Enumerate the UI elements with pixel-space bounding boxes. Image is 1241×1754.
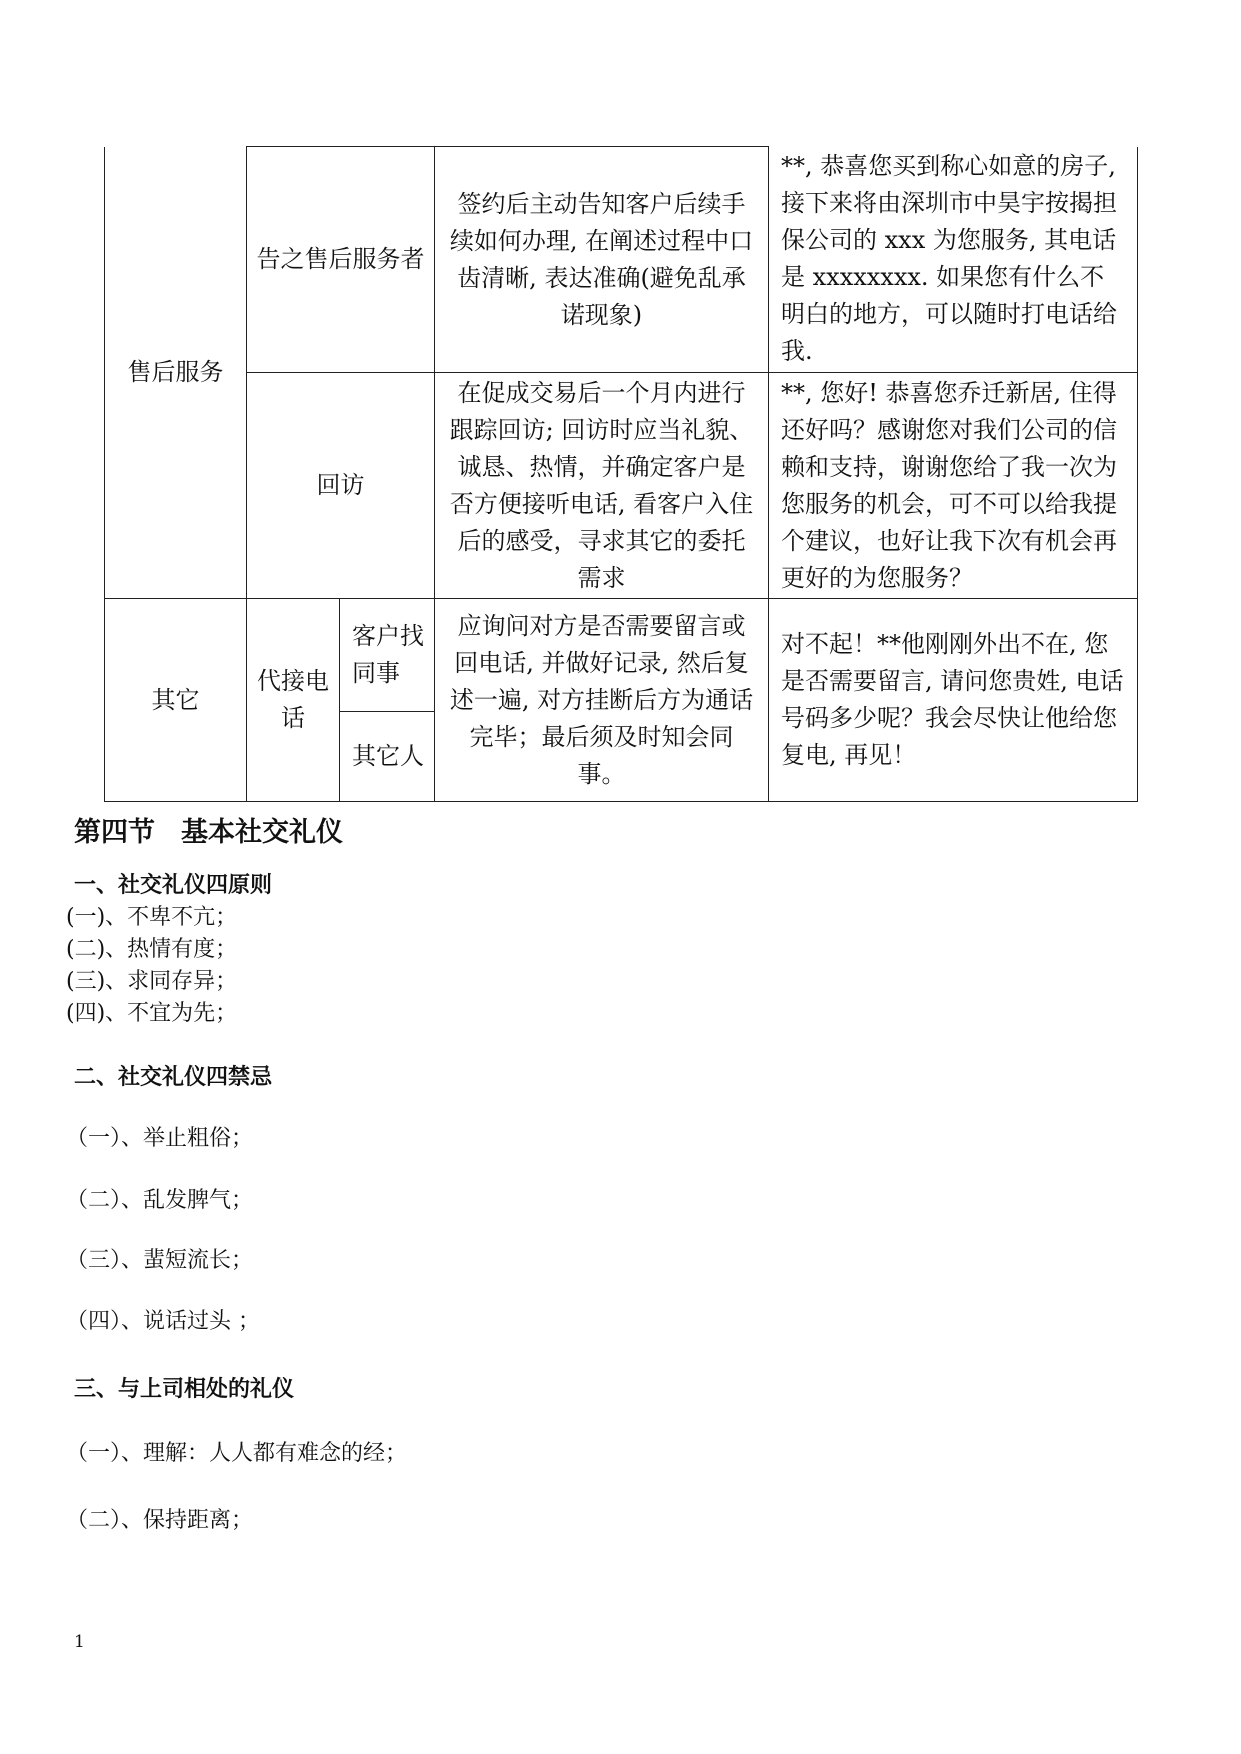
description-cell: 签约后主动告知客户后续手续如何办理, 在阐述过程中口齿清晰, 表达准确(避免乱承诺现象) xyxy=(435,147,769,373)
list-item: (一)、不卑不亢； xyxy=(66,905,238,930)
description-cell: 在促成交易后一个月内进行跟踪回访; 回访时应当礼貌、诚恳、热情，并确定客户是否方便接听电话, 看客户入住后的感受，寻求其它的委托需求 xyxy=(435,373,769,599)
section-title: 基本社交礼仪 xyxy=(181,817,343,848)
category-cell: 售后服务 xyxy=(105,147,247,599)
table-row xyxy=(105,599,1138,712)
sub-item-cell: 其它人 xyxy=(340,712,435,802)
list-item: （四）、说话过头 ； xyxy=(66,1309,260,1334)
sub-item-cell: 客户找同事 xyxy=(340,599,435,712)
list-item: （一）、理解：人人都有难念的经； xyxy=(66,1441,408,1466)
page-number: 1 xyxy=(74,1632,85,1652)
item-cell: 回访 xyxy=(247,373,435,599)
table-row xyxy=(105,147,1138,373)
subheading: 二、社交礼仪四禁忌 xyxy=(74,1065,273,1090)
list-item: （二）、乱发脾气； xyxy=(66,1188,254,1213)
script-cell: 对不起！**他刚刚外出不在, 您是否需要留言, 请问您贵姓, 电话号码多少呢？我会尽快让他给您复电, 再见！ xyxy=(769,599,1138,802)
script-cell: **, 恭喜您买到称心如意的房子, 接下来将由深圳市中昊宇按揭担保公司的 xxx 为您服务, 其电话是 xxxxxxxx. 如果您有什么不明白的地方，可以随时打电话给我. xyxy=(769,147,1138,373)
list-item: （二）、保持距离； xyxy=(66,1508,254,1533)
item-cell: 告之售后服务者 xyxy=(247,147,435,373)
subheading: 三、与上司相处的礼仪 xyxy=(74,1377,295,1402)
script-cell: **, 您好! 恭喜您乔迁新居, 住得还好吗？感谢您对我们公司的信赖和支持，谢谢您给了我一次为您服务的机会，可不可以给我提个建议，也好让我下次有机会再更好的为您服务？ xyxy=(769,373,1138,599)
subheading: 一、社交礼仪四原则 xyxy=(74,873,273,898)
item-cell: 代接电话 xyxy=(247,599,340,802)
section-heading xyxy=(74,810,343,849)
list-item: (二)、热情有度； xyxy=(66,937,238,962)
list-item: （三）、蜚短流长； xyxy=(66,1248,254,1273)
list-item: (四)、不宜为先； xyxy=(66,1001,238,1026)
service-etiquette-table xyxy=(104,146,1138,802)
list-item: （一）、举止粗俗； xyxy=(66,1126,254,1151)
section-number: 第四节 xyxy=(74,817,155,848)
category-cell: 其它 xyxy=(105,599,247,802)
list-item: (三)、求同存异； xyxy=(66,969,238,994)
description-cell: 应询问对方是否需要留言或回电话, 并做好记录, 然后复述一遍, 对方挂断后方为通话完毕；最后须及时知会同事。 xyxy=(435,599,769,802)
table-row xyxy=(105,373,1138,599)
